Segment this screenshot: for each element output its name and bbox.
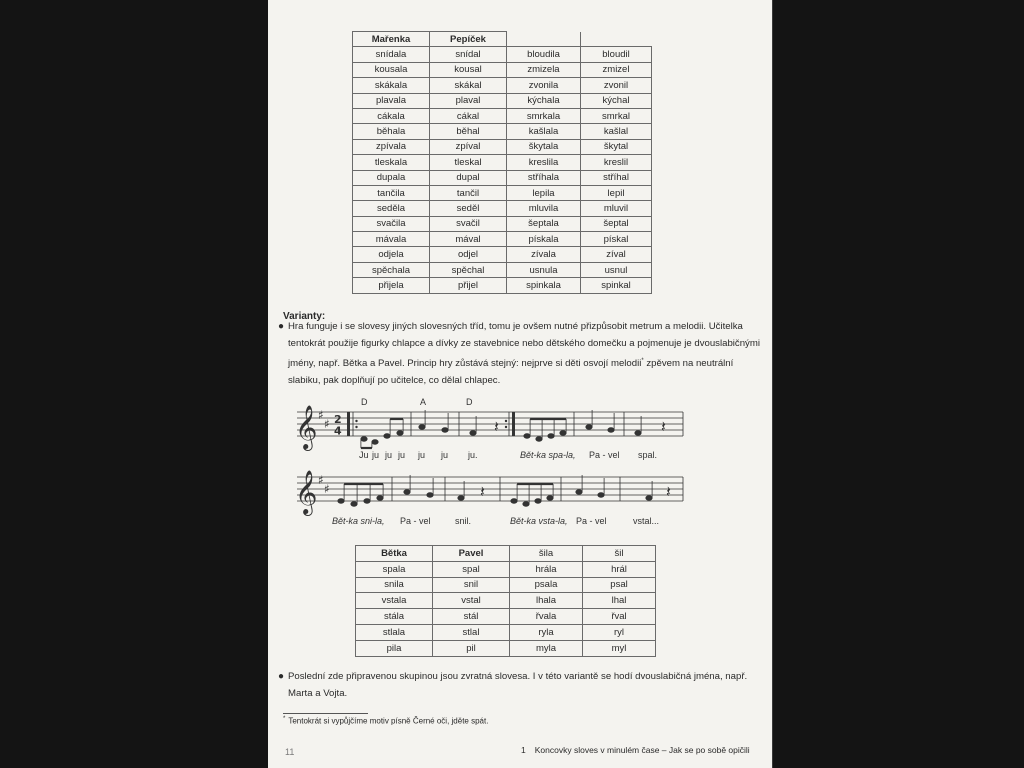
footnote-mark: *	[283, 716, 286, 722]
treble-clef-icon: 𝄞	[295, 405, 318, 449]
bullet-text-continued: zpěvem na neutrální slabiku, pak doplňují po učitelce, co dělal chlapec.	[288, 358, 734, 387]
book-page	[268, 0, 772, 768]
lyric-syllable: spal.	[638, 450, 658, 460]
table-cell: pila	[356, 640, 433, 656]
table-cell: spěchal	[430, 262, 507, 277]
beamed-eighth-notes	[384, 419, 403, 438]
table-cell: lhala	[510, 593, 583, 609]
table-row	[356, 577, 656, 593]
table-cell: psala	[510, 577, 583, 593]
table-cell: škytala	[507, 139, 581, 154]
sharp-icon: ♯	[324, 417, 330, 431]
quarter-rest-icon: 𝄽	[666, 482, 671, 501]
table-cell: plavala	[353, 93, 430, 108]
music-staff-2	[297, 477, 683, 501]
table-cell: stříhala	[507, 170, 581, 185]
table-header-cell: Bětka	[356, 546, 433, 562]
table-cell: seděla	[353, 201, 430, 216]
table-cell: přijela	[353, 278, 430, 293]
table-cell: snídala	[353, 47, 430, 62]
table-cell: dupal	[430, 170, 507, 185]
page-edge-line	[772, 0, 773, 768]
table-cell: lepila	[507, 185, 581, 200]
table-cell: šila	[510, 546, 583, 562]
table-cell: tančila	[353, 185, 430, 200]
bullet-icon: ●	[278, 671, 285, 682]
footnote	[283, 716, 488, 726]
sharp-icon: ♯	[318, 408, 324, 422]
lyric-syllable: ju	[385, 450, 393, 460]
verb-table-betka-pavel	[355, 545, 656, 657]
bullet-text: Poslední zde připravenou skupinou jsou zvratná slovesa. I v této variantě se hodí dvouslabičná jména, např. Marta a Vojta.	[288, 671, 748, 700]
lyric-syllable: snil.	[455, 516, 472, 526]
table-header-cell: Pepíček	[430, 32, 507, 47]
table-cell: řvala	[510, 609, 583, 625]
quarter-note	[608, 413, 614, 432]
table-cell: seděl	[430, 201, 507, 216]
table-cell: mával	[430, 232, 507, 247]
table-cell: zívala	[507, 247, 581, 262]
table-cell: usnula	[507, 262, 581, 277]
lyric-syllable: Pa - vel	[400, 516, 431, 526]
sharp-icon: ♯	[324, 482, 330, 496]
quarter-note	[586, 410, 592, 429]
running-footer	[521, 745, 750, 755]
table-cell: mluvil	[581, 201, 652, 216]
quarter-note	[646, 481, 652, 500]
table-cell: mluvila	[507, 201, 581, 216]
table-cell: zpíval	[430, 139, 507, 154]
table-cell: lepil	[581, 185, 652, 200]
table-cell: řval	[583, 609, 656, 625]
table-cell: kýchala	[507, 93, 581, 108]
table-cell: běhal	[430, 124, 507, 139]
table-cell: vstala	[356, 593, 433, 609]
chapter-title: Koncovky sloves v minulém čase – Jak se po sobě opičili	[534, 745, 750, 755]
footnote-text: Tentokrát si vypůjčíme motiv písně Černé oči, jděte spát.	[288, 716, 489, 726]
lyric-syllable: ju	[418, 450, 426, 460]
table-cell: svačila	[353, 216, 430, 231]
table-cell: zpívala	[353, 139, 430, 154]
quarter-note	[635, 416, 641, 435]
table-cell: ryla	[510, 624, 583, 640]
time-signature-bottom: 4	[334, 424, 342, 438]
table-cell: tleskal	[430, 155, 507, 170]
lyrics-line-2	[332, 516, 659, 526]
table-cell: mávala	[353, 232, 430, 247]
table-cell: hrál	[583, 561, 656, 577]
table-cell: kýchal	[581, 93, 652, 108]
table-header-cell: Pavel	[433, 546, 510, 562]
beamed-eighth-notes	[361, 437, 378, 448]
table-cell: spinkala	[507, 278, 581, 293]
lyric-syllable: Bět-ka spa-la,	[520, 450, 576, 460]
table-row	[356, 593, 656, 609]
table-cell: bloudila	[507, 47, 581, 62]
bullet-icon: ●	[278, 321, 285, 332]
table-cell: svačil	[430, 216, 507, 231]
table-cell: spinkal	[581, 278, 652, 293]
table-row	[356, 624, 656, 640]
quarter-note	[404, 475, 410, 494]
table-cell: spal	[433, 561, 510, 577]
lyric-syllable: Pa - vel	[589, 450, 620, 460]
table-cell: usnul	[581, 262, 652, 277]
table-row	[356, 561, 656, 577]
table-row	[356, 609, 656, 625]
chord-symbol: D	[466, 397, 473, 407]
page-number: 11	[285, 747, 295, 757]
quarter-note	[427, 478, 433, 497]
table-cell: dupala	[353, 170, 430, 185]
table-cell: stál	[433, 609, 510, 625]
quarter-note	[598, 478, 604, 497]
table-cell: hrála	[510, 561, 583, 577]
table-cell: šeptal	[581, 216, 652, 231]
lyric-syllable: Bět-ka sni-la,	[332, 516, 385, 526]
table-cell: pískal	[581, 232, 652, 247]
footnote-marker: *	[641, 357, 644, 364]
chord-symbol: D	[361, 397, 368, 407]
table-cell: lhal	[583, 593, 656, 609]
quarter-rest-icon: 𝄽	[494, 417, 499, 436]
bullet-text: Hra funguje i se slovesy jiných slovesných tříd, tomu je ovšem nutné přizpůsobit metrum a melodii. Učitelka tentokrát použije figurky chlapce a dívky ze stavebnice nebo dětského domečku a pojmenuje je dvouslabičnými jmény, např. Bětka a Pavel. Princip hry zůstává stejný: nejprve si děti osvojí melodii	[288, 321, 760, 369]
table-cell: bloudil	[581, 47, 652, 62]
table-cell: tančil	[430, 185, 507, 200]
quarter-rest-icon: 𝄽	[480, 482, 485, 501]
table-cell: stlal	[433, 624, 510, 640]
table-cell: snila	[356, 577, 433, 593]
table-cell: vstal	[433, 593, 510, 609]
sharp-icon: ♯	[318, 473, 324, 487]
table-cell: přijel	[430, 278, 507, 293]
table-cell: odjela	[353, 247, 430, 262]
quarter-note	[419, 410, 425, 429]
lyrics-line-1	[359, 450, 657, 460]
quarter-note	[576, 475, 582, 494]
table-cell: ryl	[583, 624, 656, 640]
table-cell: psal	[583, 577, 656, 593]
table-cell: skákal	[430, 78, 507, 93]
table-cell: smrkal	[581, 108, 652, 123]
lyric-syllable: Pa - vel	[576, 516, 607, 526]
table-cell: stříhal	[581, 170, 652, 185]
variants-heading: Varianty:	[283, 311, 326, 322]
table-cell: cákal	[430, 108, 507, 123]
table-cell: odjel	[430, 247, 507, 262]
table-cell: běhala	[353, 124, 430, 139]
table-cell: zmizela	[507, 62, 581, 77]
table-cell: spěchala	[353, 262, 430, 277]
table-cell: smrkala	[507, 108, 581, 123]
table-cell: zmizel	[581, 62, 652, 77]
lyric-syllable: Bět-ka vsta-la,	[510, 516, 568, 526]
table-cell: kousala	[353, 62, 430, 77]
table-row	[356, 640, 656, 656]
table-cell: snil	[433, 577, 510, 593]
table-cell: škytal	[581, 139, 652, 154]
lyric-syllable: ju.	[468, 450, 478, 460]
table-cell: kousal	[430, 62, 507, 77]
table-cell: zíval	[581, 247, 652, 262]
lyric-syllable: ju	[398, 450, 406, 460]
table-cell: kreslila	[507, 155, 581, 170]
time-signature-top: 2	[334, 413, 342, 426]
table-cell: pil	[433, 640, 510, 656]
table-cell: zvonila	[507, 78, 581, 93]
chord-symbol: A	[420, 397, 427, 407]
chapter-number: 1	[521, 745, 526, 755]
table-cell: snídal	[430, 47, 507, 62]
table-cell: cákala	[353, 108, 430, 123]
table-header-cell: Mařenka	[353, 32, 430, 47]
table-cell: kreslil	[581, 155, 652, 170]
lyric-syllable: vstal...	[633, 516, 660, 526]
quarter-rest-icon: 𝄽	[661, 417, 666, 436]
table-cell: pískala	[507, 232, 581, 247]
table-cell: kašlal	[581, 124, 652, 139]
table-cell: stlala	[356, 624, 433, 640]
treble-clef-icon: 𝄞	[295, 470, 318, 514]
table-cell: šeptala	[507, 216, 581, 231]
table-header-row	[356, 546, 656, 562]
quarter-note	[470, 416, 476, 435]
table-cell: plaval	[430, 93, 507, 108]
quarter-note	[458, 481, 464, 500]
table-cell: skákala	[353, 78, 430, 93]
table-cell: spala	[356, 561, 433, 577]
table-cell: stála	[356, 609, 433, 625]
table-cell: myl	[583, 640, 656, 656]
lyric-syllable: Ju	[359, 450, 369, 460]
bullet-paragraph-2	[278, 668, 760, 703]
quarter-note	[442, 413, 448, 432]
table-cell: myla	[510, 640, 583, 656]
footnote-divider	[283, 713, 368, 714]
table-cell: tleskala	[353, 155, 430, 170]
table-cell: šil	[583, 546, 656, 562]
lyric-syllable: ju	[441, 450, 449, 460]
music-staff-1	[297, 412, 683, 436]
table-cell: zvonil	[581, 78, 652, 93]
lyric-syllable: ju	[372, 450, 380, 460]
table-cell: kašlala	[507, 124, 581, 139]
